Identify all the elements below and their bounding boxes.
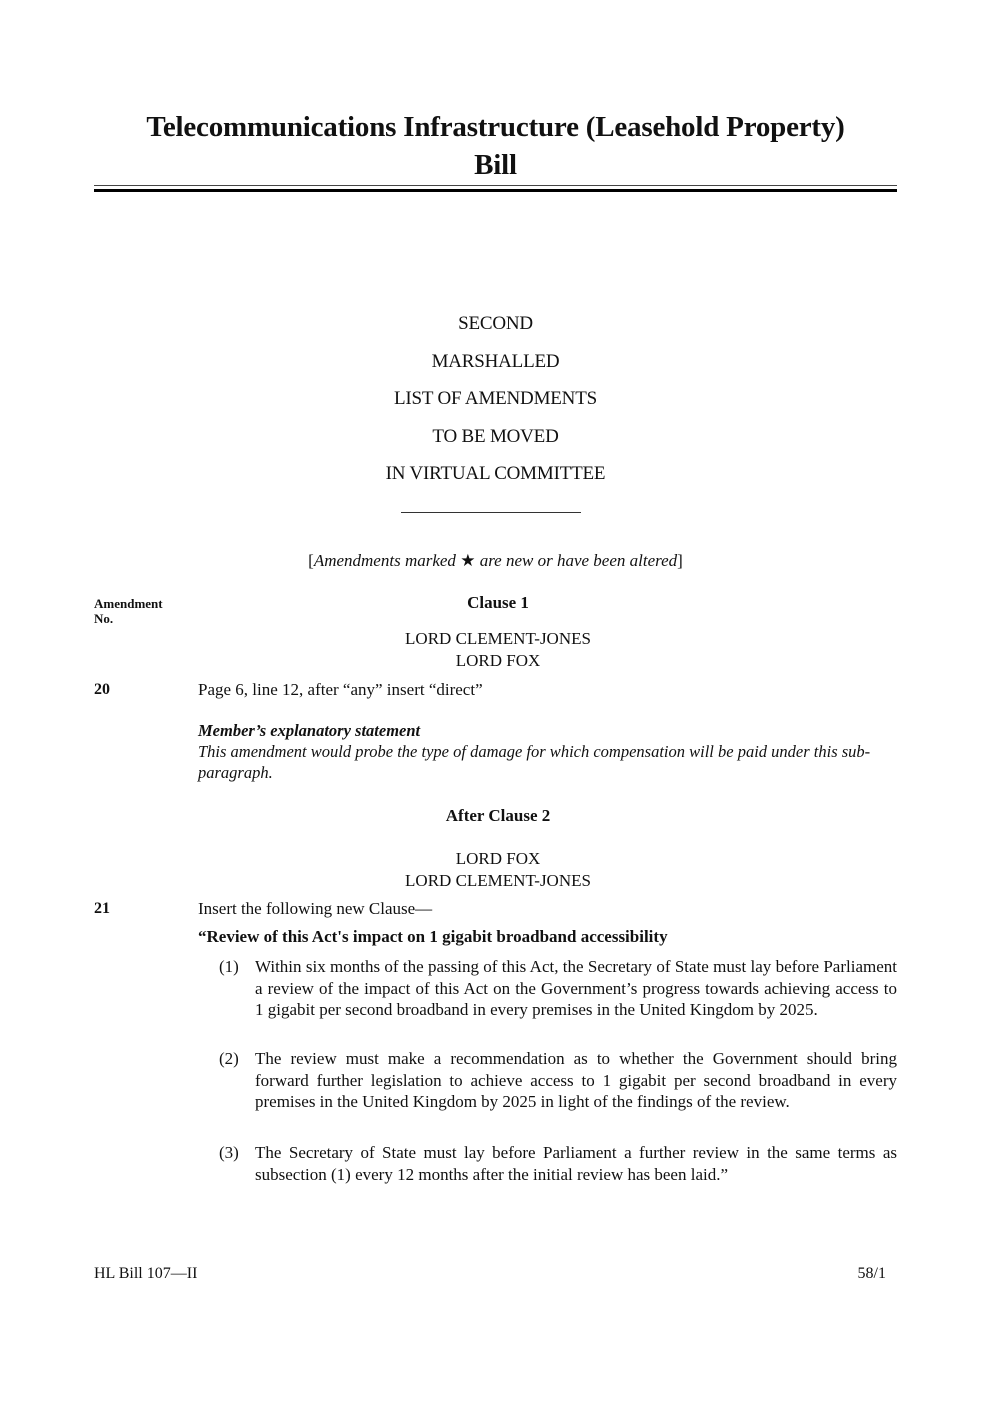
subsection-2 [219, 1048, 897, 1113]
sponsors-amendment-21 [198, 848, 798, 892]
column-label-line-1: Amendment [94, 596, 163, 611]
list-heading [94, 305, 897, 493]
heading-divider [401, 512, 581, 513]
subsection-text: The Secretary of State must lay before Parliament a further review in the same terms as subsection (1) every 12 months after the initial review has been laid.” [255, 1143, 897, 1184]
amendment-21-text: Insert the following new Clause— [198, 899, 433, 918]
subsection-number: (2) [219, 1049, 239, 1068]
subsection-text: Within six months of the passing of this Act, the Secretary of State must lay before Parliament a review of the impact of this Act on the Government’s progress towards achieving access to 1 gigabit per second broadband in every premises in the United Kingdom by 2025. [255, 957, 897, 1019]
bill-title-line-2: Bill [474, 149, 517, 181]
section-heading-after-clause-2: After Clause 2 [445, 806, 551, 825]
sponsor-name: LORD FOX [455, 651, 541, 670]
footer-bill-reference: HL Bill 107—II [94, 1265, 198, 1282]
title-rule-thick [94, 189, 897, 192]
explanatory-statement-text: This amendment would probe the type of damage for which compensation will be paid under this sub-paragraph. [198, 742, 871, 782]
amendment-number-20: 20 [94, 681, 110, 698]
heading-line: MARSHALLED [431, 350, 560, 372]
subsection-number: (1) [219, 957, 239, 976]
heading-line: LIST OF AMENDMENTS [394, 388, 597, 409]
column-label-line-2: No. [94, 611, 114, 626]
sponsor-name: LORD CLEMENT-JONES [405, 629, 591, 648]
amendments-notice [94, 549, 897, 573]
explanatory-statement-title: Member’s explanatory statement [198, 721, 421, 740]
subsection-1 [219, 956, 897, 1021]
sponsor-name: LORD FOX [455, 849, 541, 868]
heading-line: IN VIRTUAL COMMITTEE [385, 463, 606, 484]
title-rule-thin [94, 185, 897, 186]
amendment-20-text: Page 6, line 12, after “any” insert “direct” [198, 680, 483, 699]
sponsor-name: LORD CLEMENT-JONES [405, 871, 591, 890]
notice-text-before-star: Amendments marked [313, 551, 461, 570]
sponsors-amendment-20 [198, 628, 798, 672]
bill-title-line-1: Telecommunications Infrastructure (Leasehold Property) [146, 111, 845, 143]
heading-line: SECOND [458, 313, 533, 334]
heading-line: TO BE MOVED [432, 425, 559, 447]
section-heading-clause-1: Clause 1 [467, 593, 529, 612]
star-icon: ★ [460, 551, 476, 570]
notice-text-after-star: are new or have been altered [475, 551, 678, 570]
notice-bracket-open: [ [308, 551, 314, 570]
footer-page-code: 58/1 [857, 1265, 886, 1282]
subsection-text: The review must make a recommendation as to whether the Government should bring forward further legislation to achieve access to 1 gigabit per second broadband in every premises in the United Kingdom by 2025 in light of the findings of the review. [255, 1049, 897, 1111]
new-clause-title: “Review of this Act's impact on 1 gigabit broadband accessibility [198, 927, 668, 946]
subsection-3 [219, 1142, 897, 1185]
notice-bracket-close: ] [677, 551, 683, 570]
amendment-number-21: 21 [94, 900, 110, 917]
members-explanatory-statement [198, 720, 898, 783]
bill-title [94, 108, 897, 184]
amendment-number-column-label [94, 596, 163, 626]
subsection-number: (3) [219, 1143, 239, 1162]
